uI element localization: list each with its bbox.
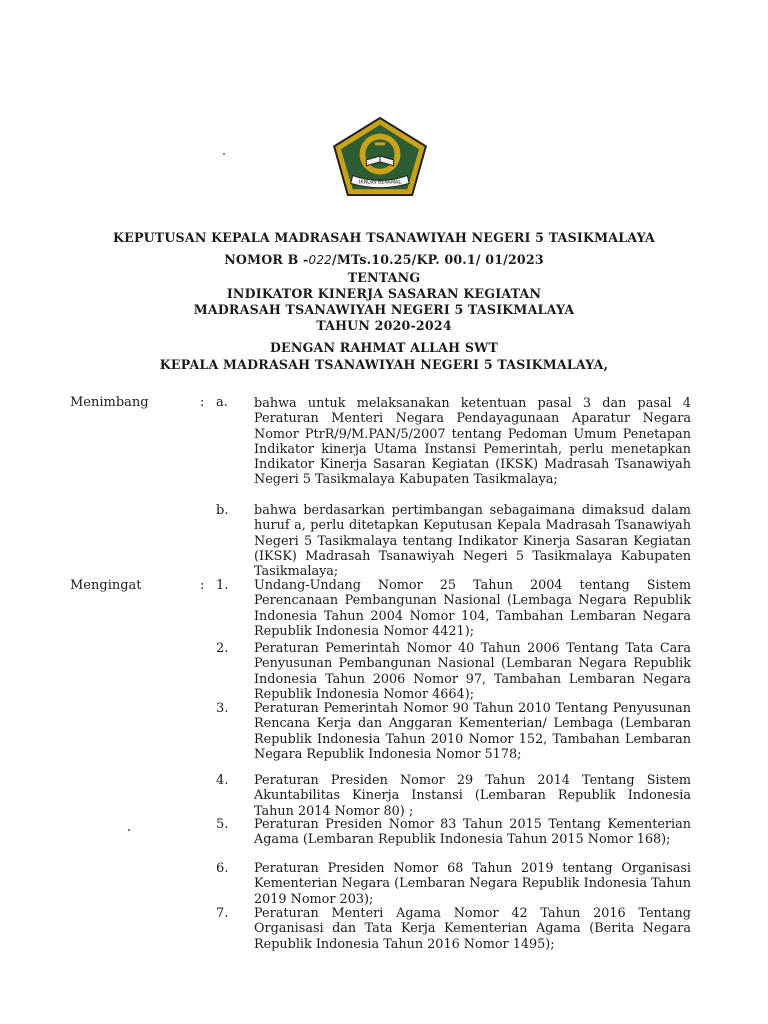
decree-number-suffix: /MTs.10.25/KP. 00.1/ 01/2023	[332, 252, 544, 267]
menimbang-item-a: bahwa untuk melaksanakan ketentuan pasal 3 dan pasal 4 Peraturan Menteri Negara Pendayagunaan Aparatur Negara Nomor PtrR/9/M.PAN/5/2007 tentang Pedoman Umum Penetapan Indikator kinerja Utama Instansi Pemerintah, perlu menetapkan Indikator Kinerja Sasaran Kegiatan (IKSK) Madrasah Tsanawiyah Negeri 5 Tasikmalaya Kabupaten Tasikmalaya;	[254, 396, 691, 488]
mengingat-item-1: Undang-Undang Nomor 25 Tahun 2004 tentang Sistem Perencanaan Pembangunan Nasional (Lembaga Negara Republik Indonesia Tahun 2004 Nomor 104, Tambahan Lembaran Negara Republik Indonesia Nomor 4421);	[254, 578, 691, 639]
subject-line-2: MADRASAH TSANAWIYAH NEGERI 5 TASIKMALAYA	[193, 302, 575, 317]
mengingat-label: Mengingat	[70, 578, 142, 593]
menimbang-item-b: bahwa berdasarkan pertimbangan sebagaimana dimaksud dalam huruf a, perlu ditetapkan Keputusan Kepala Madrasah Tsanawiyah Negeri 5 Tasikmalaya tentang Indikator Kinerja Sasaran Kegiatan (IKSK) Madrasah Tsanawiyah Negeri 5 Tasikmalaya Kabupaten Tasikmalaya;	[254, 503, 691, 580]
emblem-ribbon-text: IKHLAS BERAMAL	[358, 179, 402, 186]
menimbang-label: Menimbang	[70, 395, 149, 410]
mengingat-marker-3: 3.	[216, 701, 229, 716]
decree-title: KEPUTUSAN KEPALA MADRASAH TSANAWIYAH NEGERI 5 TASIKMALAYA	[113, 230, 655, 245]
kepala-line: KEPALA MADRASAH TSANAWIYAH NEGERI 5 TASIKMALAYA,	[159, 357, 609, 372]
mengingat-marker-2: 2.	[216, 641, 229, 656]
tentang-heading: TENTANG	[347, 270, 421, 285]
mengingat-item-3: Peraturan Pemerintah Nomor 90 Tahun 2010 Tentang Penyusunan Rencana Kerja dan Anggaran Kementerian/ Lembaga (Lembaran Republik Indonesia Tahun 2010 Nomor 152, Tambahan Lembaran Negara Republik Indonesia Nomor 5178;	[254, 701, 691, 762]
scan-speck	[223, 153, 225, 155]
subject-line-1: INDIKATOR KINERJA SASARAN KEGIATAN	[226, 286, 542, 301]
menimbang-marker-b: b.	[216, 503, 229, 518]
mengingat-item-2: Peraturan Pemerintah Nomor 40 Tahun 2006 Tentang Tata Cara Penyusunan Pembangunan Nasional (Lembaran Negara Republik Indonesia Tahun 2006 Nomor 97, Tambahan Lembaran Negara Republik Indonesia Nomor 4664);	[254, 641, 691, 702]
mengingat-marker-6: 6.	[216, 861, 229, 876]
scan-speck	[128, 829, 130, 831]
mengingat-item-7: Peraturan Menteri Agama Nomor 42 Tahun 2016 Tentang Organisasi dan Tata Kerja Kementerian Agama (Berita Negara Republik Indonesia Tahun 2016 Nomor 1495);	[254, 906, 691, 952]
decree-number	[60, 251, 708, 269]
mengingat-item-6: Peraturan Presiden Nomor 68 Tahun 2019 tentang Organisasi Kementerian Negara (Lembaran Negara Republik Indonesia Tahun 2019 Nomor 203);	[254, 861, 691, 907]
menimbang-marker-a: a.	[216, 395, 228, 410]
mengingat-marker-1: 1.	[216, 578, 229, 593]
mengingat-marker-4: 4.	[216, 773, 229, 788]
menimbang-colon: :	[200, 395, 205, 410]
mengingat-item-5: Peraturan Presiden Nomor 83 Tahun 2015 Tentang Kementerian Agama (Lembaran Republik Indonesia Tahun 2015 Nomor 168);	[254, 817, 691, 848]
mengingat-marker-5: 5.	[216, 817, 229, 832]
decree-number-prefix: NOMOR B -	[224, 252, 309, 267]
decree-number-handwritten: 022	[308, 253, 333, 267]
mengingat-colon: :	[200, 578, 205, 593]
subject-line-3: TAHUN 2020-2024	[316, 318, 452, 333]
kemenag-emblem-logo	[331, 117, 429, 197]
rahmat-line: DENGAN RAHMAT ALLAH SWT	[269, 340, 499, 355]
mengingat-item-4: Peraturan Presiden Nomor 29 Tahun 2014 Tentang Sistem Akuntabilitas Kinerja Instansi (Lembaran Republik Indonesia Tahun 2014 Nomor 80) ;	[254, 773, 691, 819]
mengingat-marker-7: 7.	[216, 906, 229, 921]
